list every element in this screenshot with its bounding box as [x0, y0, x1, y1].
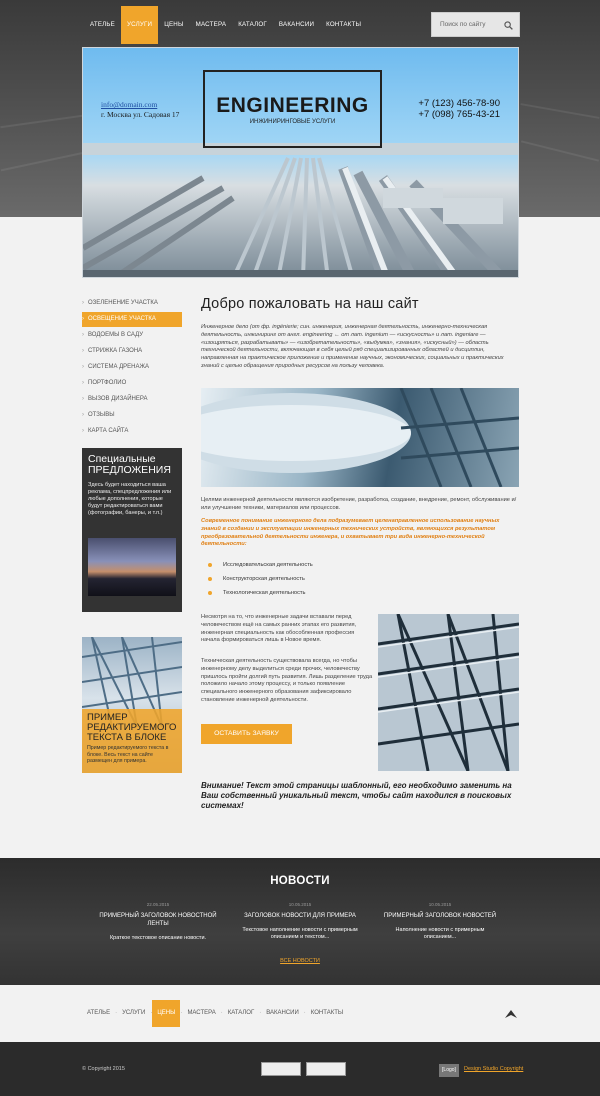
news-date: 22.05.2015 — [146, 902, 170, 907]
submit-request-button[interactable]: ОСТАВИТЬ ЗАЯВКУ — [201, 724, 292, 744]
separator: · — [180, 1010, 183, 1016]
search-input[interactable] — [431, 12, 520, 37]
footer-nav — [82, 1000, 348, 1027]
sidebar-item-portfolio[interactable]: › ПОРТФОЛИО — [82, 376, 182, 391]
all-news-wrapper — [0, 957, 600, 964]
sidebar-item-ponds[interactable]: › ВОДОЕМЫ В САДУ — [82, 328, 182, 343]
logo-title: ENGINEERING — [216, 94, 369, 117]
activities-list — [208, 561, 508, 603]
main-nav — [84, 6, 367, 44]
counter-badge-icon[interactable] — [306, 1062, 346, 1076]
nav-item-catalog[interactable]: КАТАЛОГ — [238, 21, 267, 28]
separator: · — [259, 1010, 262, 1016]
footer-nav-prices[interactable]: ЦЕНЫ — [152, 1000, 180, 1027]
studio-logo[interactable]: [Logo] — [439, 1064, 459, 1077]
sidebar-item-sitemap[interactable]: › КАРТА САЙТА — [82, 424, 182, 439]
search-placeholder: Поиск по сайту — [440, 21, 486, 28]
nav-item-masters[interactable]: МАСТЕРА — [195, 21, 227, 28]
header-phone-1: +7 (123) 456-78-90 — [418, 98, 500, 109]
list-item: Технологическая деятельность — [208, 589, 508, 603]
footer-nav-vacancies[interactable]: ВАКАНСИИ — [266, 1010, 299, 1016]
sidebar-menu — [82, 296, 182, 440]
news-item-title[interactable]: ЗАГОЛОВОК НОВОСТИ ДЛЯ ПРИМЕРА — [244, 913, 356, 919]
news-date: 10.05.2015 — [288, 902, 312, 907]
news-item-desc: Текстовое наполнение новости с примерным описанием и текстом... — [242, 927, 358, 940]
nav-item-contacts[interactable]: КОНТАКТЫ — [326, 21, 362, 28]
nav-item-prices[interactable]: ЦЕНЫ — [164, 21, 184, 28]
scroll-top-icon[interactable] — [505, 1008, 517, 1018]
main-content — [201, 296, 519, 312]
footer-nav-masters[interactable]: МАСТЕРА — [187, 1010, 216, 1016]
highlight-paragraph: Современное понимание инженерного дела подразумевает целенаправленное использование научных знаний в создании и эксплуатации инженерных технических устройств, являющихся результатом преобразовательной деятельности инженера, и охватывает три вида инженерно-технической деятельности: — [201, 518, 500, 548]
separator: · — [150, 1010, 153, 1016]
nav-item-vacancies[interactable]: ВАКАНСИИ — [278, 21, 315, 28]
page-title: Добро пожаловать на наш сайт — [201, 296, 419, 312]
sidebar-item-lighting[interactable]: › ОСВЕЩЕНИЕ УЧАСТКА — [82, 312, 182, 327]
hero-banner — [82, 47, 519, 278]
news-item-title[interactable]: ПРИМЕРНЫЙ ЗАГОЛОВОК НОВОСТЕЙ — [383, 913, 497, 919]
search-icon[interactable] — [504, 21, 513, 30]
news-item[interactable] — [240, 902, 360, 940]
design-studio-link[interactable]: Design Studio Copyright — [464, 1066, 524, 1072]
separator: · — [303, 1010, 306, 1016]
site-logo[interactable] — [203, 70, 382, 148]
copyright-text: © Copyright 2015 — [82, 1066, 125, 1072]
news-item[interactable] — [380, 902, 500, 940]
pipes-photo — [201, 388, 519, 487]
sidebar-item-designer[interactable]: › ВЫЗОВ ДИЗАЙНЕРА — [82, 392, 182, 407]
footer-nav-atelier[interactable]: АТЕЛЬЕ — [87, 1010, 111, 1016]
header-address: г. Москва ул. Садовая 17 — [101, 110, 180, 119]
news-item-title[interactable]: ПРИМЕРНЫЙ ЗАГОЛОВОК НОВОСТНОЙ ЛЕНТЫ — [99, 913, 217, 927]
sidebar-item-landscaping[interactable]: › ОЗЕЛЕНЕНИЕ УЧАСТКА — [82, 296, 182, 311]
footer-nav-catalog[interactable]: КАТАЛОГ — [227, 1010, 255, 1016]
editable-text-block[interactable] — [82, 637, 182, 773]
intro-paragraph: Инженерное дело (от фр. ingénierie; син. инженерия, инженерная деятельность, инженерно-техническая деятельность, инжиниринг от англ. engineering ← от лат. ingenium — «искусность» и лат. ingeniare — «изощряться, разрабатывать» — «изобретательность», «выдумка», «знания», «искусный») — область технической деятельности, включающая в себя целый ряд специализированных областей и дисциплин, направленная на практическое приложение и применение научных, экономических, социальных и практических знаний с целью обращения природных ресурсов на пользу человека. — [201, 324, 504, 369]
counter-badge-icon[interactable] — [261, 1062, 301, 1076]
sidebar-item-reviews[interactable]: › ОТЗЫВЫ — [82, 408, 182, 423]
promo-city-image — [88, 538, 176, 596]
steel-roof-photo — [378, 614, 519, 771]
goals-paragraph: Целями инженерной деятельности являются изобретение, разработка, создание, внедрение, ремонт, обслуживание и/или улучшение техники, материалов или процессов. — [201, 497, 517, 511]
special-offers-block[interactable] — [82, 448, 182, 612]
nav-item-services[interactable]: УСЛУГИ — [121, 6, 158, 44]
logo-subtitle: ИНЖИНИРИНГОВЫЕ УСЛУГИ — [249, 119, 336, 125]
news-item-desc: Наполнение новости с примерным описанием... — [395, 927, 485, 940]
news-title: НОВОСТИ — [270, 875, 330, 887]
list-item: Исследовательская деятельность — [208, 561, 508, 575]
header-email-link[interactable]: info@domain.com — [101, 100, 158, 109]
editable-block-overlay — [82, 709, 182, 773]
news-item-desc: Краткое текстовое описание новости. — [109, 935, 207, 941]
list-item: Конструкторская деятельность — [208, 575, 508, 589]
all-news-link[interactable]: ВСЕ НОВОСТИ — [280, 958, 320, 964]
sidebar-item-drainage[interactable]: › СИСТЕМА ДРЕНАЖА — [82, 360, 182, 375]
promo-title-line1: Специальные — [88, 453, 156, 465]
history-paragraph-1: Несмотря на то, что инженерные задачи вставали перед человечеством ещё на самых ранних этапах его развития, инженерная специальность как обособленная профессия начала формироваться лишь в Новое время. — [201, 614, 357, 644]
separator: · — [115, 1010, 118, 1016]
sidebar-item-lawn[interactable]: › СТРИЖКА ГАЗОНА — [82, 344, 182, 359]
news-item[interactable] — [98, 902, 218, 942]
footer-nav-contacts[interactable]: КОНТАКТЫ — [310, 1010, 344, 1016]
separator: · — [220, 1010, 223, 1016]
editable-block-title: ПРИМЕР РЕДАКТИРУЕМОГО ТЕКСТА В БЛОКЕ — [87, 712, 177, 743]
news-date: 10.05.2015 — [428, 902, 452, 907]
promo-title-line2: ПРЕДЛОЖЕНИЯ — [88, 464, 171, 476]
page-footer — [0, 1042, 600, 1096]
footer-nav-services[interactable]: УСЛУГИ — [122, 1010, 146, 1016]
history-paragraph-2: Техническая деятельность существовала всегда, но чтобы инженерному делу выделиться среди прочих, человечеству пришлось пройти долгий путь развития. Лишь разделение труда положило начало этому процессу, и только появление специального инженерного образования зафиксировало становление инженерной деятельности. — [201, 658, 373, 703]
news-section — [0, 858, 600, 985]
header-phone-2: +7 (098) 765-43-21 — [418, 109, 500, 120]
editable-block-text: Пример редактируемого текста в блоке. Весь текст на сайте размещен для примера. — [87, 745, 169, 765]
promo-text: Здесь будет находиться ваша реклама, спецпредложения или любые дополнения, которые будут редактироваться вами (фотографии, банеры, и т.п.) — [88, 482, 172, 516]
template-warning-note: Внимание! Текст этой страницы шаблонный, его необходимо заменить на Ваш собственный уникальный текст, чтобы сайт находился в поисковых системах! — [201, 781, 512, 810]
nav-item-atelier[interactable]: АТЕЛЬЕ — [90, 21, 115, 28]
